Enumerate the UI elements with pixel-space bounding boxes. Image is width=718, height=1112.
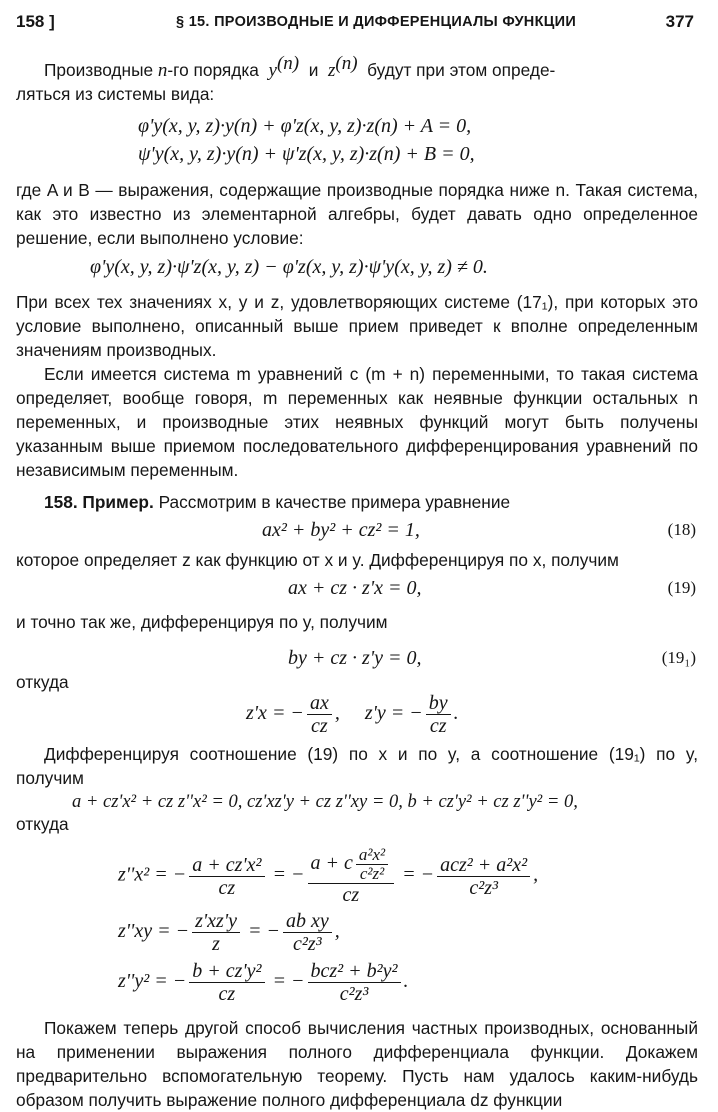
paragraph-second: Дифференцируя соотношение (19) по x и по y, а соотношение (19₁) по y, получим [16,744,698,788]
section-title: § 15. ПРОИЗВОДНЫЕ И ДИФФЕРЕНЦИАЛЫ ФУНКЦИИ [176,14,577,30]
example-title: 158. Пример. [44,492,154,512]
result-zxy: z''xy = − $\frac{z'xz'y}{z}$ = − $\frac{\text{ab xy}}{\text{c²z³}}$ , [118,910,340,955]
paragraph-condition: где A и B — выражения, содержащие производные порядка ниже n. Такая система, как это известно из элементарной алгебры, будет давать одно определенное решение, если выполнено условие: [16,180,698,248]
paragraph-similarly: и точно так же, дифференцируя по y, получим [16,612,388,632]
page-number: 377 [665,12,694,31]
equation-number-18: (18) [667,520,696,539]
paragraph-intro: Производные n-го порядка $y^{(n)}$ и $z^{(n)}$ будут при этом опреде- [44,53,556,81]
page-ref: 158 ] [16,12,55,31]
system-eq-2: ψ'y(x, y, z)·y(n) + ψ'z(x, y, z)·z(n) + B = 0, [138,143,475,165]
equation-number-19-1: (19₁) [661,648,696,667]
paragraph-function: которое определяет z как функцию от x и y. Дифференцируя по x, получим [16,550,619,570]
second-derivative-relations: a + cz'x² + cz z''x² = 0, cz'xz'y + cz z''xy = 0, b + cz'y² + cz z''y² = 0, [72,792,578,812]
system-eq-1: φ'y(x, y, z)·y(n) + φ'z(x, y, z)·z(n) + A = 0, [138,115,472,137]
word-whence-2: откуда [16,814,69,834]
equation-19: ax + cz · z'x = 0, [288,577,422,599]
result-zyy: z''y² = − $\frac{\text{b + cz'y²}}{cz}$ = − $\frac{\text{bcz² + b²y²}}{\text{c²z³}}$ . [118,960,409,1005]
condition-eq: φ'y(x, y, z)·ψ'z(x, y, z) − φ'z(x, y, z)·ψ'y(x, y, z) ≠ 0. [90,256,488,278]
result-zxx: z''x² = − $\frac{\text{a + cz'x²}}{cz}$ = − a + c $\frac{\text{a²x²}}{\text{c²z²}}$ cz = − $\frac{\text{acz² + a²x²}}{\text{c²z³}}$ , [118,845,539,906]
paragraph-other-method: Покажем теперь другой способ вычисления частных производных, основанный на применении выражения полного дифференциала функции. Докажем предварительно вспомогательную теорему. Пусть нам удалось каким-нибудь образом получить выражение полного дифференциала dz функции [16,1018,698,1110]
first-derivatives-eq: z'x = − $\frac{ax}{cz}$ , z'y = − $\frac{by}{cz}$ . [246,692,459,737]
paragraph-values: При всех тех значениях x, y и z, удовлетворяющих системе (17₁), при которых это условие выполнено, описанный выше прием приведет к вполне определенным значениям производных. [16,292,698,360]
example-heading: 158. Пример. Рассмотрим в качестве примера уравнение [44,492,511,512]
paragraph-system: Если имеется система m уравнений с (m + n) переменными, то такая система определяет, вообще говоря, m переменных как неявные функции остальных n переменных, и производные этих неявных функций могут быть получены указанным выше приемом последовательного дифференцирования уравнений по независимым переменным. [16,364,698,480]
running-header [16,12,694,40]
paragraph-intro-cont: ляться из системы вида: [16,84,215,104]
equation-18: ax² + by² + cz² = 1, [262,519,420,541]
equation-19-1: by + cz · z'y = 0, [288,647,422,669]
word-whence-1: откуда [16,672,69,692]
equation-number-19: (19) [667,578,696,597]
